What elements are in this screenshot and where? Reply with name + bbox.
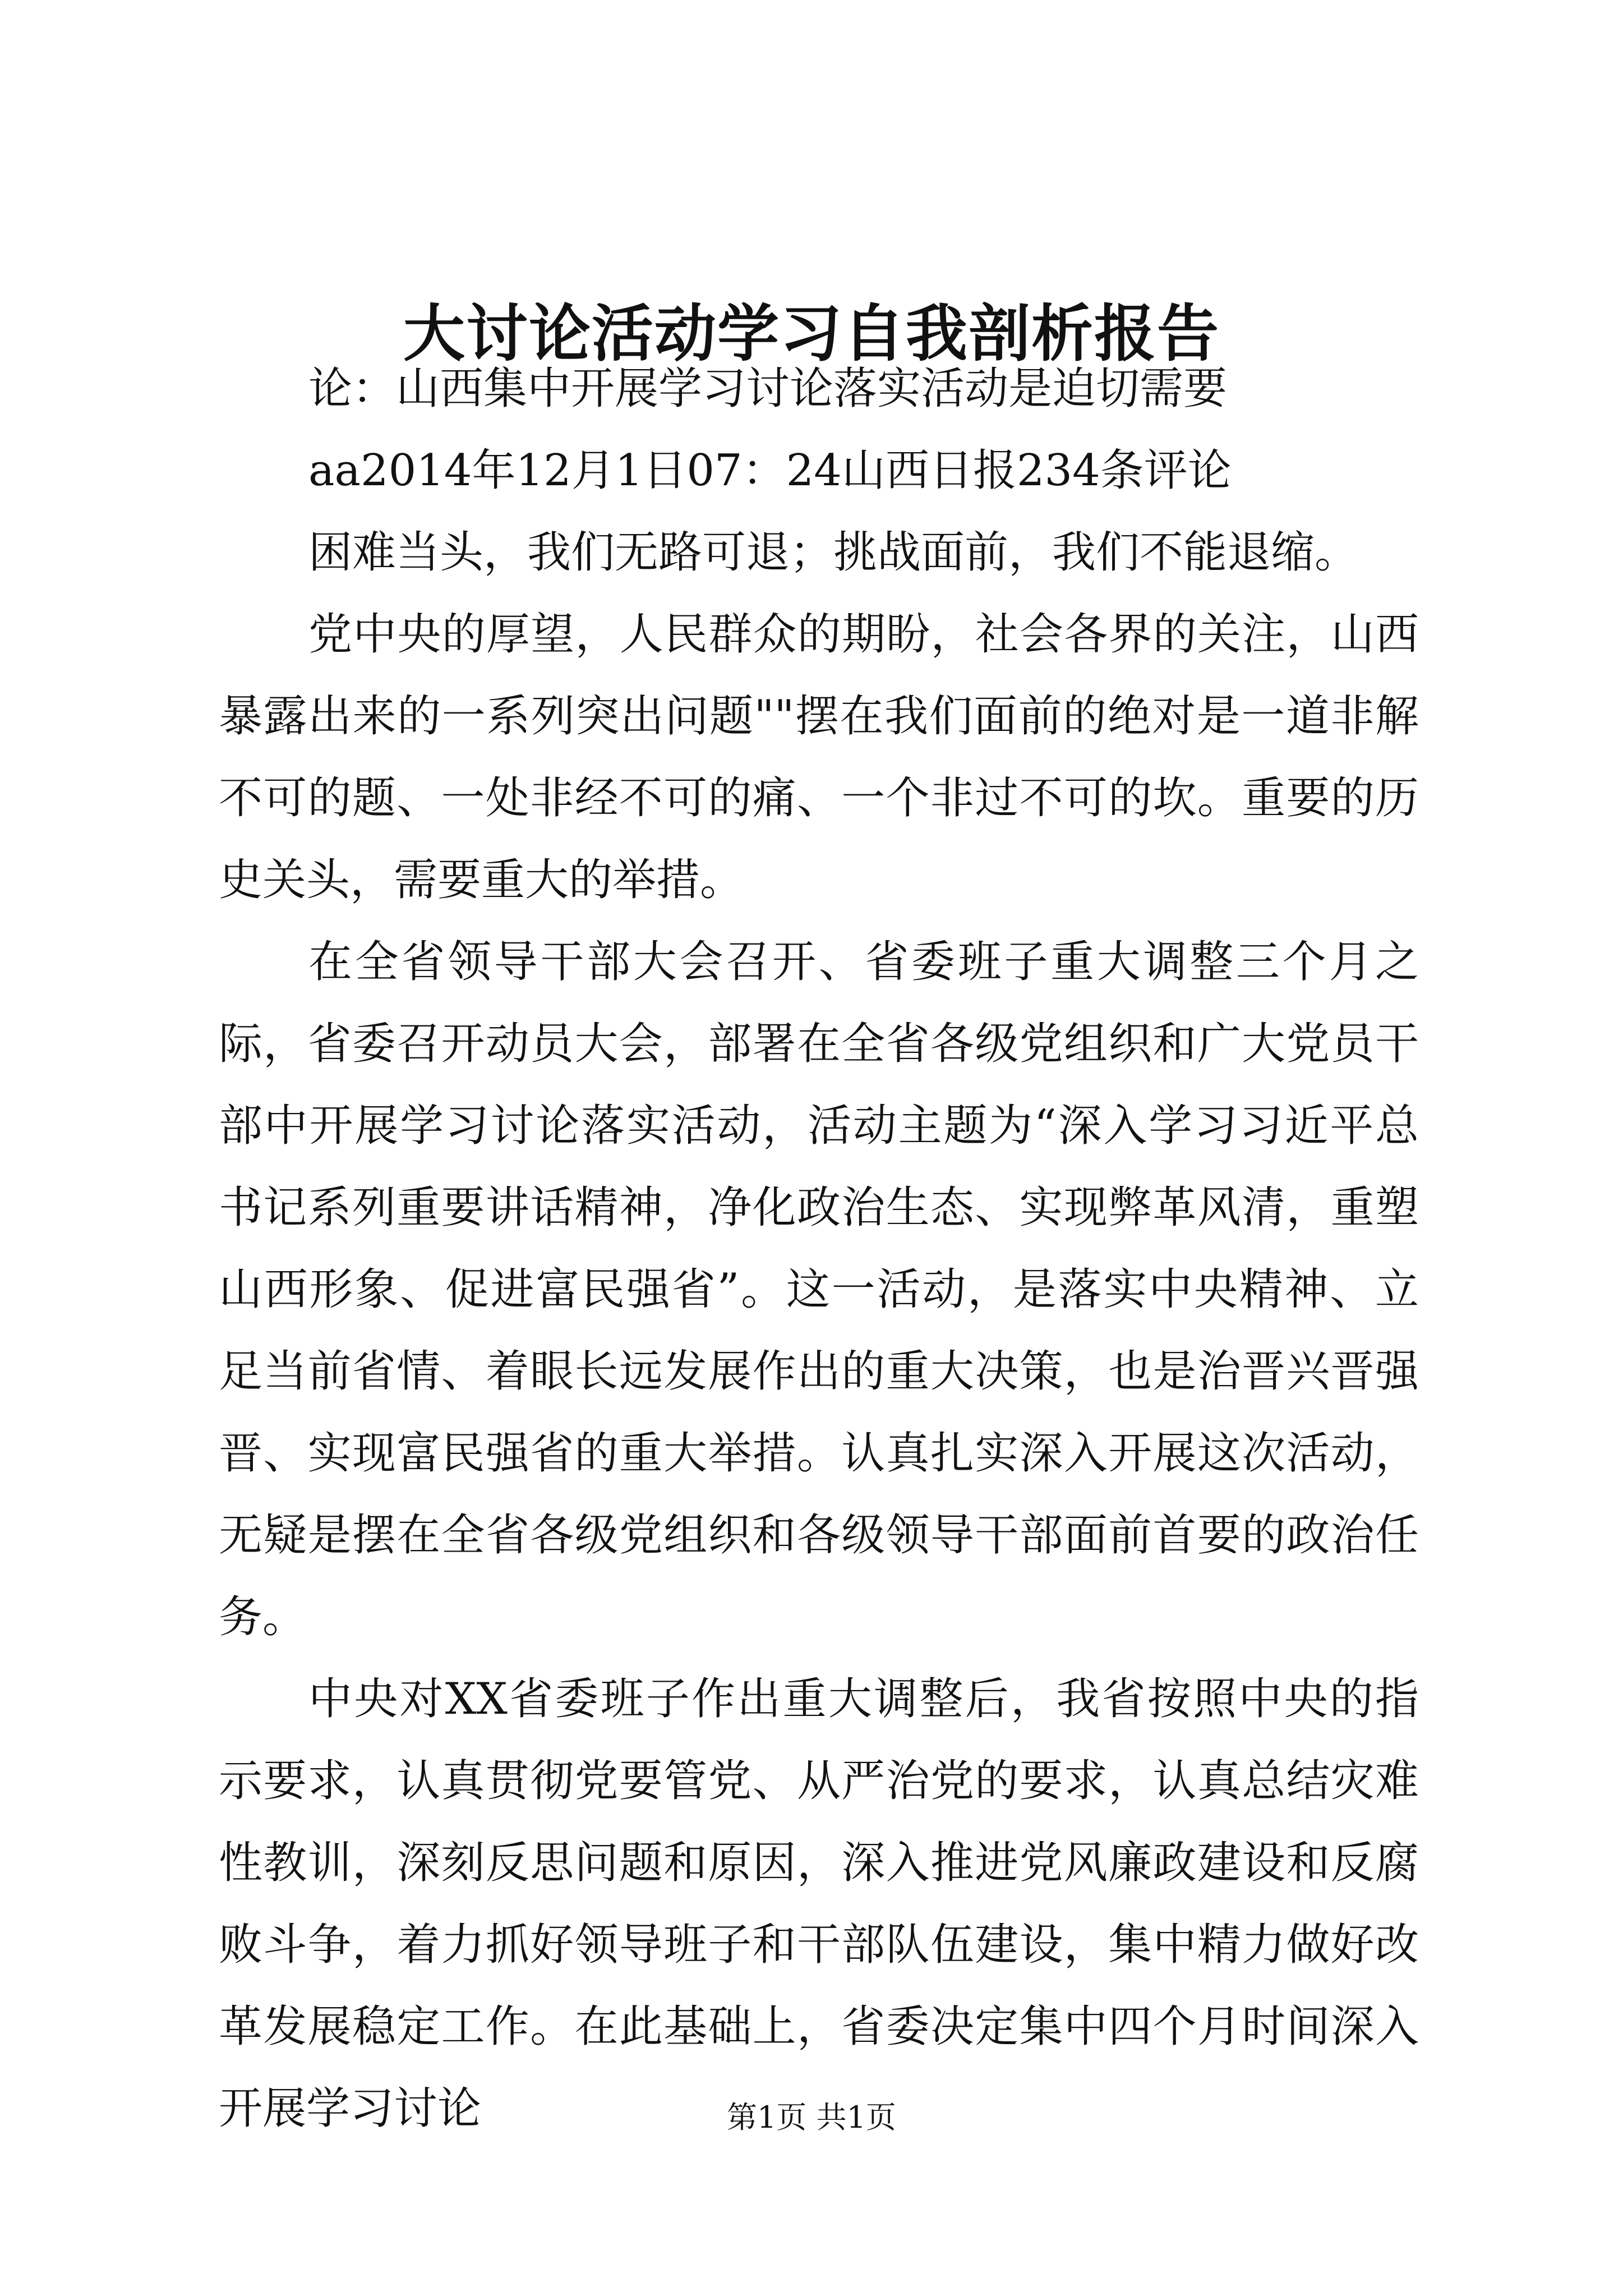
paragraph-4: 中央对XX省委班子作出重大调整后，我省按照中央的指示要求，认真贯彻党要管党、从严治党的要求，认真总结灾难性教训，深刻反思问题和原因，深入推进党风廉政建设和反腐败斗争，着力抓好领导班子和干部队伍建设，集中精力做好改革发展稳定工作。在此基础上，省委决定集中四个月时间深入开展学习讨论 (219, 1674, 1419, 2134)
paragraph-dateline: aa2014年12月1日07：24山西日报234条评论 (308, 445, 1232, 496)
page-footer: 第1页 共1页 (727, 2100, 896, 2135)
document-body (219, 348, 1419, 2150)
paragraph-3: 在全省领导干部大会召开、省委班子重大调整三个月之际，省委召开动员大会，部署在全省各级党组织和广大党员干部中开展学习讨论落实活动，活动主题为“深入学习习近平总书记系列重要讲话精神，净化政治生态、实现弊革风清，重塑山西形象、促进富民强省”。这一活动，是落实中央精神、立足当前省情、着眼长远发展作出的重大决策，也是治晋兴晋强晋、实现富民强省的重大举措。认真扎实深入开展这次活动，无疑是摆在全省各级党组织和各级领导干部面前首要的政治任务。 (219, 937, 1419, 1642)
paragraph-headline: 论：山西集中开展学习讨论落实活动是迫切需要 (308, 364, 1228, 414)
paragraph-1: 困难当头，我们无路可退；挑战面前，我们不能退缩。 (308, 527, 1359, 578)
paragraph-2: 党中央的厚望，人民群众的期盼，社会各界的关注，山西暴露出来的一系列突出问题""摆在我们面前的绝对是一道非解不可的题、一处非经不可的痛、一个非过不可的坎。重要的历史关头，需要重大的举措。 (219, 609, 1419, 905)
document-title: 大讨论活动学习自我剖析报告 (403, 297, 1220, 370)
